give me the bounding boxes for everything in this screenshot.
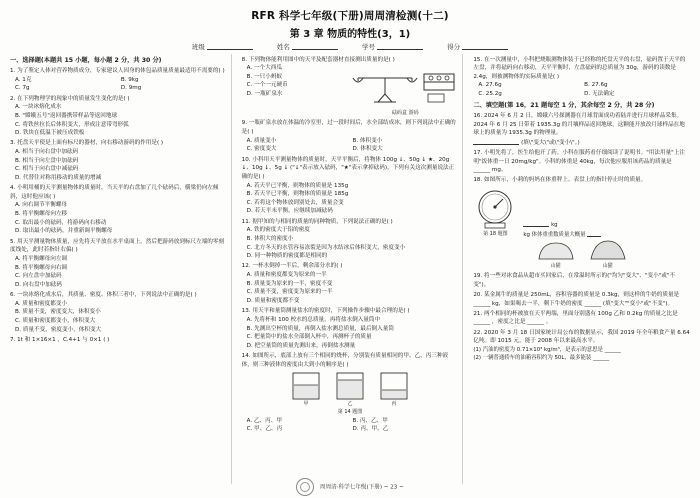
- figure-caption: 山猫: [602, 262, 613, 269]
- question-14: 14. 如图所示，底部上放有三个相同的烧杯，分别装有质量相同的甲、乙、丙三种液体，则三种液体的密度由大到小的顺序是( ) 甲 乙 丙 第 14 题图 A. 乙、丙、甲 B. 丙、乙、甲 C. 甲、乙、丙 D. 丙、甲、乙: [242, 352, 459, 434]
- option[interactable]: B. 丙、乙、甲: [352, 417, 388, 424]
- column-2: [238, 54, 464, 484]
- option[interactable]: A. 向右调节平衡螺母: [15, 202, 68, 209]
- question-7: 7. 1t 和 1×16×1 ，C.4+1 与 0×1 ( ): [10, 336, 110, 343]
- options: [15, 300, 227, 335]
- option[interactable]: B. 体积大的密度小: [246, 235, 294, 242]
- option[interactable]: A. 将平衡螺母向左调: [15, 255, 68, 262]
- option[interactable]: A. 1克: [15, 76, 32, 83]
- option[interactable]: D. 无法确定: [584, 91, 615, 98]
- option[interactable]: A. 先将杯和 100 校水的总质量，再将盐水倒入量筒中: [246, 316, 381, 323]
- option[interactable]: D. 取出最小的砝码，并重新调平衡螺母: [15, 228, 113, 235]
- option[interactable]: B. 相当于向左盘中加砝码: [15, 157, 79, 164]
- option[interactable]: A. 27.6g: [478, 82, 502, 89]
- option[interactable]: B. 先测出空杯的质量，再倒入盐水测总质量，最后倒入量筒: [246, 325, 394, 332]
- figure-label: 游码: [408, 110, 419, 117]
- option[interactable]: C. 25.2g: [478, 91, 502, 98]
- options: [247, 226, 459, 261]
- figure-label: 甲: [303, 401, 309, 408]
- fill-question-20: 20. 某金属牛的质量是 250mL，容积容器的质量是 0.3kg，则这样的牛奶的质量是 ______ kg，如果喝去一半，剩下牛奶的密度 ______ (填"变大""变小"或"不变")。: [473, 291, 680, 307]
- options: [478, 81, 690, 98]
- options: [247, 417, 459, 434]
- question-8: 8. 下列物体能利用图中的天平及配套器材直接测出质量的是( ) A. 一个大西瓜 B. 一只小蚂蚁 C. 一个一元硬币 D. 一瓶矿泉水 砝码盒 游码: [242, 56, 459, 118]
- bag-figures: [473, 239, 690, 271]
- option[interactable]: A. 一个大西瓜: [246, 65, 282, 72]
- question-6: 6. 一块冰熔化成水后，其质量、密度、体积三者中，下列说法中正确的是( ) A. 质量和密度都变小 B. 质量不变，密度变大，体积变小 C. 质量和密度都变小，体积变大 D. 质量不变，密度变小，体积变大: [10, 291, 227, 334]
- option[interactable]: A. 质量和密度都变小: [15, 300, 68, 307]
- question-1: 1. 为了鉴定人体对营养物质成分，专家建议人因身的体包品质量质量最适用不需要的( ) A. 1克 B. 9kg C. 7g D. 9mg: [10, 67, 227, 93]
- figure-label: 丙: [391, 401, 397, 408]
- options: [15, 255, 227, 290]
- option[interactable]: D. 把空量筒的质量先测出来，再倒盐水测量: [246, 342, 356, 349]
- option[interactable]: B. 将平衡螺母向右调: [15, 264, 68, 271]
- option[interactable]: A. 乙、丙、甲: [246, 417, 282, 424]
- option[interactable]: C. 质量不变，密度变为原来的一半: [246, 289, 333, 296]
- option[interactable]: B. 体积变小: [352, 137, 383, 144]
- question-3: 3. 托盘天平使是上面有标尺的器材，向右移动游码的作用是( ) A. 相当于向右盘中加砝码 B. 相当于向左盘中加砝码 C. 相当于向右盘中减砝码 D. 代替往对称用移动的质量的增减: [10, 139, 227, 182]
- figure-caption: 山猫: [550, 262, 561, 269]
- option[interactable]: A. 铁的密度大于铝的密度: [246, 227, 310, 234]
- option[interactable]: B. "嫦娥五号"返回器携带样品等返回地球: [15, 112, 118, 119]
- question-9: 9. 一瓶矿泉水放在体温的冷室里，过一段时间后，水全部结成冰，则下列说法中正确的是( ) A. 质量变小 B. 体积变小 C. 密度变大 D. 体积变大: [242, 119, 459, 154]
- option[interactable]: C. 向左盘中加砝码: [15, 273, 62, 280]
- fill-question-21: 21. 两个相同的杯被放在天平两端，里面分别盛有 100g 乙和 0.2kg 的质量之比是 ______ ，密度之比是 ______ 。: [473, 310, 678, 326]
- option[interactable]: C. 一个一元硬币: [246, 82, 288, 89]
- option[interactable]: B. 27.6g: [584, 82, 608, 89]
- option[interactable]: C. 北方冬天的水管容易冻裂是因为水结冰后体积变大，密度变小: [246, 244, 406, 251]
- option[interactable]: D. 体积变大: [352, 146, 383, 153]
- options: [247, 64, 347, 118]
- option[interactable]: D. 向右盘中加砝码: [15, 281, 63, 288]
- figure-label: 乙: [347, 401, 353, 408]
- option[interactable]: C. 将铁丝拉长后体积变大，形成注意带弯形弧: [15, 121, 129, 128]
- section-1-title: 一、选择题(本题共 15 小题，每小题 2 分，共 30 分): [10, 57, 162, 64]
- question-11: 11. 据甲知的与相同的质量的同种物质，下列说法正确的是( ) A. 铁的密度大于铝的密度 B. 体积大的密度小 C. 北方冬天的水管容易冻裂是因为水结冰后体积变大，密度变小 D. 同一种物质的密度都是相同的: [242, 218, 459, 261]
- option[interactable]: B. 一只小蚂蚁: [246, 73, 283, 80]
- option[interactable]: A. 一块冰熔化成水: [15, 104, 62, 111]
- field-score: 得分: [447, 42, 508, 51]
- answer-blank[interactable]: (填\"变大\"或\"变小\"。): [473, 138, 690, 148]
- section-2-title: 二、填空题(第 16，21 题每空 1 分，其余每空 2 分，共 28 分): [473, 101, 655, 109]
- page-footer: [0, 478, 700, 496]
- options: [247, 182, 459, 217]
- options: [15, 201, 227, 236]
- option[interactable]: C. 若将这个物体放到别处去，质量会变: [246, 199, 344, 206]
- option[interactable]: C. 相当于向右盘中减砝码: [15, 166, 79, 173]
- page-header: [10, 8, 690, 51]
- option[interactable]: D. 质量不变，密度变小，体积变大: [15, 326, 102, 333]
- chapter-title: 第 3 章 物质的特性(3，1): [289, 29, 411, 40]
- beaker-figure: [242, 371, 459, 409]
- options: [15, 103, 227, 138]
- field-name: 姓名: [277, 42, 338, 51]
- option[interactable]: B. 9kg: [120, 76, 139, 83]
- option[interactable]: C. 甲、乙、丙: [246, 426, 283, 433]
- option[interactable]: A. 若天平已平衡，则物体的质量是 135g: [246, 182, 349, 189]
- option[interactable]: D. 质量和密度都不变: [246, 298, 300, 305]
- note-1: (1) 汽油的密度为 0.71×10³ kg/m³，是表示的意思是 ______: [473, 346, 621, 353]
- option[interactable]: D. 同一种物质的密度都是相同的: [246, 253, 328, 260]
- scale-answer-blanks: kg kg 体体重重数质量大概量: [523, 220, 690, 239]
- options: [15, 148, 227, 183]
- fill-question-18: 18. 如图所示，小莉的妈妈在体重秤上。表盘上的指针停止时的质量。 第 18 题图 kg kg 体体重重数质量大概量 山猫 山猫: [473, 176, 690, 270]
- option[interactable]: D. 铁块在低温下被压成铁板: [15, 130, 85, 137]
- option[interactable]: B. 若天平已平衡，则物体的质量是 185g: [246, 191, 349, 198]
- fill-question-19: 19. 将一些对冰食品从超市买回家后，在常温时所示的("均匀"变大"、"变小"或"不变")。: [473, 273, 676, 288]
- seal-icon: [296, 478, 314, 496]
- option[interactable]: C. 质量和密度都变小，体积变大: [15, 317, 96, 324]
- option[interactable]: B. 将平衡螺母向左移: [15, 211, 68, 218]
- question-2: 2. 在下列物理学的现象中的质量发生变化的是( ) A. 一块冰熔化成水 B. "嫦娥五号"返回器携带样品等返回地球 C. 将铁丝拉长后体积变大，形成注意带弯形弧 D. 铁块在低温下被压成铁板: [10, 95, 227, 138]
- options: [15, 76, 227, 93]
- option[interactable]: D. 丙、甲、乙: [352, 426, 389, 433]
- option[interactable]: D. 代替往对称用移动的质量的增减: [15, 174, 102, 181]
- field-class: 班级: [192, 42, 253, 51]
- question-13: 13. 用天平和量筒测量盐水的密度时，下列操作步骤中最合理的是( ) A. 先将杯和 100 校水的总质量，再将盐水倒入量筒中 B. 先测出空杯的质量，再倒入盐水测总质量，最后倒入量筒 C. 把量筒中的盐水全部倒入杯中，再测杯子的质量 D. 把空量筒的质量先测出来，再倒盐水测量: [242, 307, 459, 350]
- student-id-fields: [10, 42, 690, 51]
- option[interactable]: B. 质量不变，密度变大，体积变小: [15, 309, 101, 316]
- question-5: 5. 用天平测量物体质量，应先将天平放在水平桌面上，然后把游码放到标尺左端的零刻度线处，此时若指针右偏( ) A. 将平衡螺母向左调 B. 将平衡螺母向右调 C. 向左盘中加砝码 D. 向右盘中加砝码: [10, 238, 227, 290]
- column-3: [469, 54, 690, 484]
- option[interactable]: B. 质量变为原来的一半，密度不变: [246, 280, 333, 287]
- footer-text: 周周清·科学七年级(下册) ~ 23 ~: [319, 484, 404, 491]
- page-title: RFR 科学七年级(下册)周周清检测(十二): [251, 10, 449, 22]
- question-15: 15. 在一次测量中，小科把烧瓶测物体装于已经称的托盘天平的右盘，砝码置于天平的左盘，并将砝码向右移动，天平平衡时，左盘砝码的总质量为 30g，游码的读数是 2.4g，则被测物体的实际质量是( ) A. 27.6g B. 27.6g C. 25.2g D. 无法确定: [473, 56, 690, 99]
- option[interactable]: C. 取出最小的砝码，将游码向右移动: [15, 219, 107, 226]
- option[interactable]: C. 把量筒中的盐水全部倒入杯中，再测杯子的质量: [246, 334, 372, 341]
- option[interactable]: A. 质量变小: [246, 137, 277, 144]
- options: [247, 316, 459, 351]
- scale-figure: [473, 187, 690, 239]
- column-1: [10, 54, 232, 484]
- options: [247, 137, 459, 154]
- question-10: 10. 小科用天平测量物体的质量时，天平平衡后，将物体 100g ↓、50g ↓ ★、20g ↓、10g ↓、5g ↓ ("↓"表示放入砝码，"★"表示拿掉砝码)，下列有关这次测量说法正确的是( ) A. 若天平已平衡，则物体的质量是 135g B. 若天平已平衡，则物体的质量是 185g C. 若将这个物体放到别处去，质量会变 D. 若天平未平衡，应继续加减砝码: [242, 156, 459, 217]
- fill-question-17: 17. 小明先将了，医生给他开了药。小科在服药看仔细阅读了说明书。"用法用量"上注明"饭体重一日 20mg/kg"。小科的体重是 40kg，每次他应服用该药品的质量是 ______ mg。: [473, 150, 685, 174]
- option[interactable]: A. 质量和密度都变为原来的一半: [246, 272, 327, 279]
- option[interactable]: C. 7g: [15, 85, 30, 92]
- options: [247, 271, 459, 306]
- columns: [10, 54, 690, 484]
- note-2: (2) 一辆普通轿车的油箱容积约为 50L，最多能装 ______: [473, 355, 610, 362]
- figure-label: 砝码盒: [392, 110, 408, 117]
- field-number: 学号: [362, 42, 423, 51]
- question-12: 12. 一杯水倒掉一半后，剩余部分水的( ) A. 质量和密度都变为原来的一半 B. 质量变为原来的一半，密度不变 C. 质量不变，密度变为原来的一半 D. 质量和密度都不变: [242, 262, 459, 305]
- option[interactable]: C. 密度变大: [246, 146, 277, 153]
- option[interactable]: D. 一瓶矿泉水: [246, 91, 283, 98]
- figure-caption: 第 14 题图: [337, 409, 363, 416]
- option[interactable]: A. 相当于向右盘中加砝码: [15, 149, 79, 156]
- question-4: 4. 小明用桶的天平测量物体的质量时，当天平的右盘加了几个砝码后，横梁仍向左倾斜，这时他应该( ) A. 向右调节平衡螺母 B. 将平衡螺母向左移 C. 取出最小的砝码，将游码向右移动 D. 取出最小的砝码，并重新调平衡螺母: [10, 184, 227, 236]
- option[interactable]: D. 9mg: [120, 85, 142, 92]
- fill-question-16: 16. 2024 年 6 月 2 日，嫦娥六号探测器在月球背面成功着陆并进行月球样品采集。2024 年 6 月 25 日带着 1935.3g 的月壤样品返回地球，这颗能开放改月球样品在地球上的质量为 1935.3g 的物理量。 (填\"变大\"或\"变小\"。): [473, 112, 690, 148]
- option[interactable]: D. 若天平未平衡，应继续加减砝码: [246, 208, 333, 215]
- fill-question-22: 22. 2020 年 3 月 18 日国家统计局公布的数据显示，我国 2019 年全年粮食产量 6.64 亿吨。即 1015 元，能于 2008 年以来最高水平。 (1) 汽油的密度为 0.71×10³ kg/m³，是表示的意思是 ______ (2) 一辆普通轿车的油箱容积约为 50L，最多能装 ______: [473, 329, 690, 362]
- figure-caption: 第 18 题图: [483, 231, 508, 238]
- balance-figure: [350, 64, 460, 118]
